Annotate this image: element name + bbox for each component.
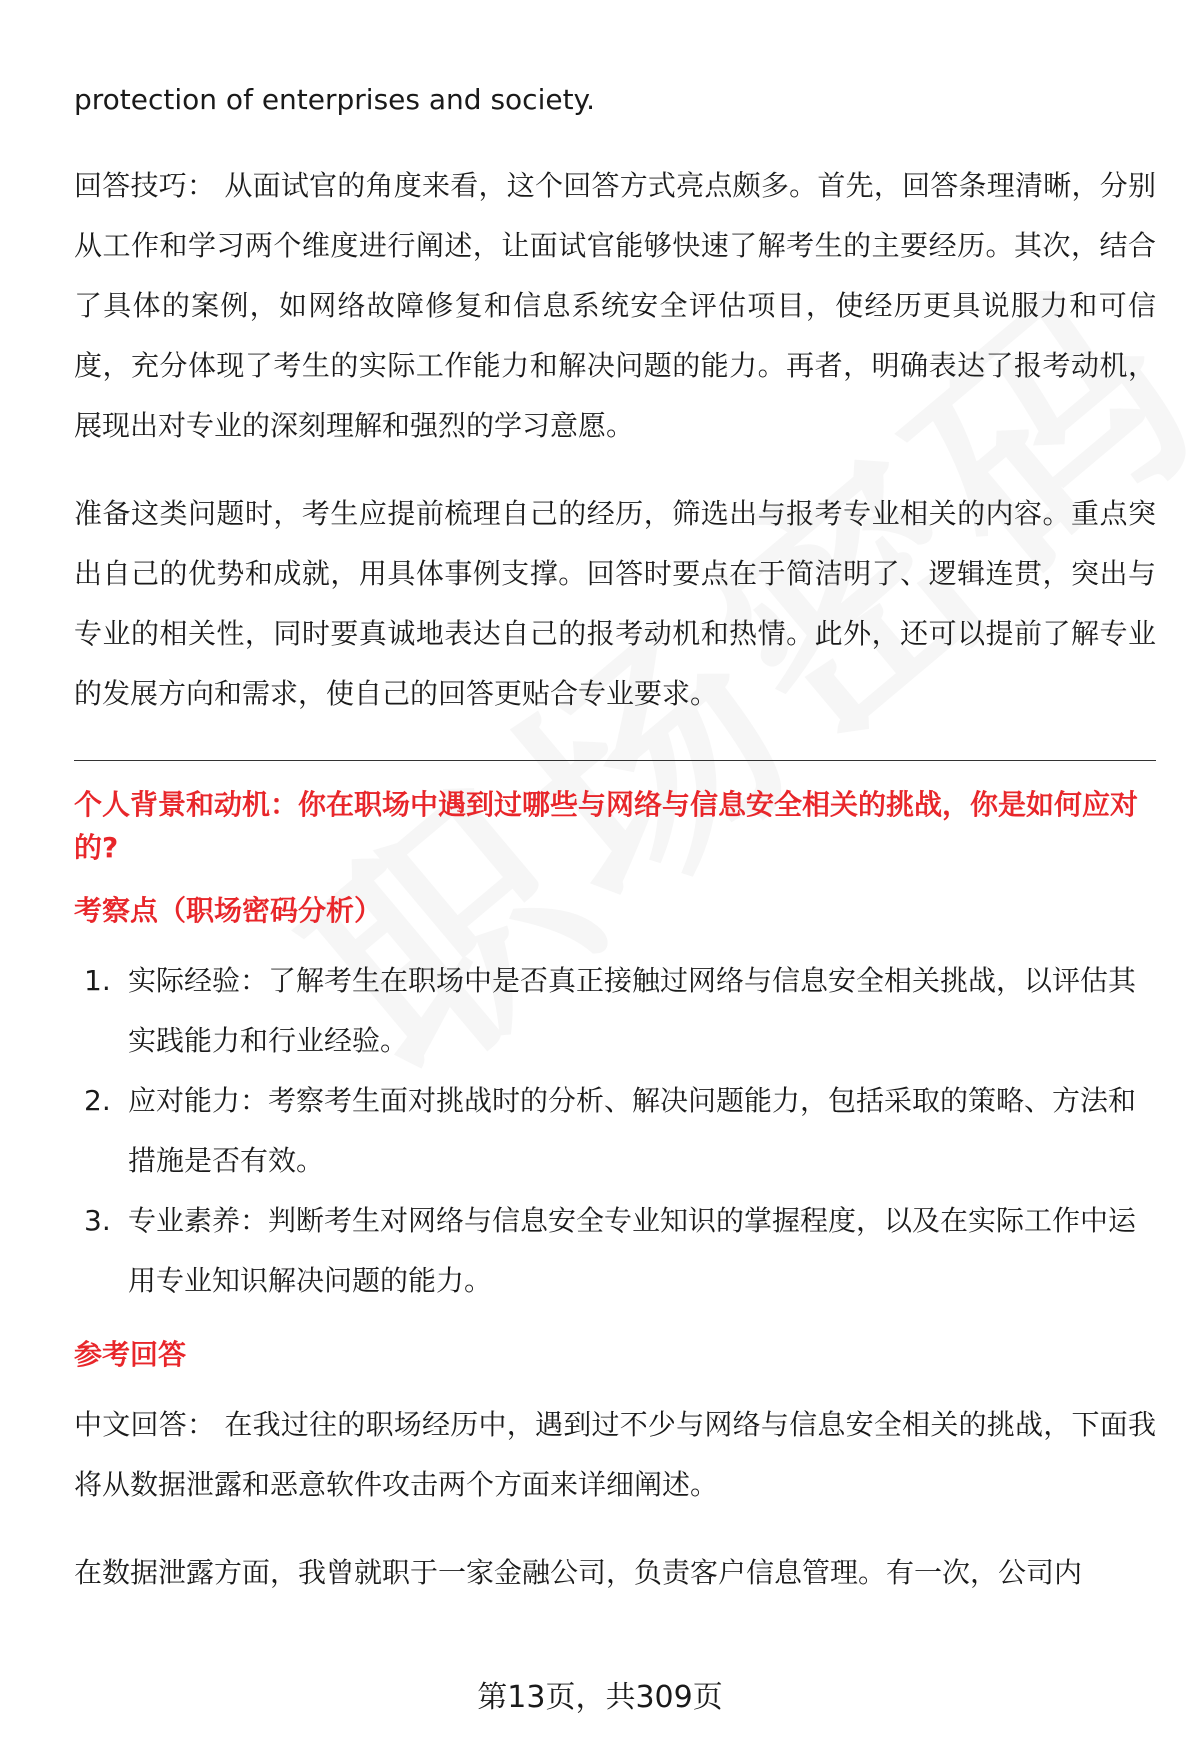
reference-answer-heading: 参考回答 — [74, 1338, 187, 1371]
list-item-number: 3. — [84, 1204, 111, 1237]
paragraph-chinese-answer: 中文回答： 在我过往的职场经历中，遇到过不少与网络与信息安全相关的挑战，下面我将从数据泄露和恶意软件攻击两个方面来详细阐述。 — [74, 1408, 1156, 1501]
paragraph-continuation: protection of enterprises and society. — [74, 83, 596, 116]
list-item-number: 2. — [84, 1084, 111, 1117]
list-item-number: 1. — [84, 964, 111, 997]
page-number-footer: 第13页，共309页 — [477, 1680, 723, 1715]
list-item — [74, 1191, 1156, 1311]
list-item — [74, 951, 1156, 1071]
page-content — [74, 70, 1156, 1631]
list-item-text: 应对能力：考察考生面对挑战时的分析、解决问题能力，包括采取的策略、方法和措施是否有效。 — [128, 1084, 1137, 1177]
question-title: 个人背景和动机：你在职场中遇到过哪些与网络与信息安全相关的挑战，你是如何应对的? — [74, 788, 1139, 864]
list-item — [74, 1071, 1156, 1191]
focus-heading: 考察点（职场密码分析） — [74, 894, 383, 927]
focus-list — [74, 951, 1156, 1311]
paragraph-preparation-advice: 准备这类问题时，考生应提前梳理自己的经历，筛选出与报考专业相关的内容。重点突出自己的优势和成就，用具体事例支撑。回答时要点在于简洁明了、逻辑连贯，突出与专业的相关性，同时要真诚地表达自己的报考动机和热情。此外，还可以提前了解专业的发展方向和需求，使自己的回答更贴合专业要求。 — [74, 497, 1156, 710]
paragraph-data-leak: 在数据泄露方面，我曾就职于一家金融公司，负责客户信息管理。有一次，公司内 — [74, 1556, 1083, 1589]
section-divider — [74, 760, 1156, 761]
list-item-text: 实际经验：了解考生在职场中是否真正接触过网络与信息安全相关挑战，以评估其实践能力和行业经验。 — [128, 964, 1137, 1057]
paragraph-answer-tips: 回答技巧： 从面试官的角度来看，这个回答方式亮点颇多。首先，回答条理清晰，分别从工作和学习两个维度进行阐述，让面试官能够快速了解考生的主要经历。其次，结合了具体的案例，如网络故障修复和信息系统安全评估项目，使经历更具说服力和可信度，充分体现了考生的实际工作能力和解决问题的能力。再者，明确表达了报考动机，展现出对专业的深刻理解和强烈的学习意愿。 — [74, 169, 1156, 442]
list-item-text: 专业素养：判断考生对网络与信息安全专业知识的掌握程度，以及在实际工作中运用专业知识解决问题的能力。 — [128, 1204, 1137, 1297]
